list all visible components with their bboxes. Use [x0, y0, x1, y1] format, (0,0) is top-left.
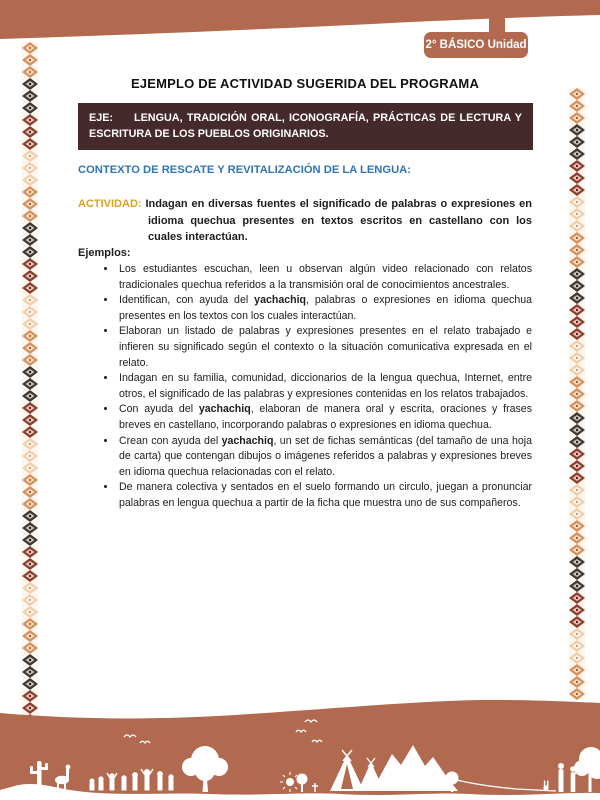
activity-text: Indagan en diversas fuentes el significado de palabras o expresiones en idioma quechua presentes en textos escritos en castellano con los cuales interactúan.	[145, 198, 532, 243]
people-silhouettes	[418, 779, 438, 790]
examples-heading: Ejemplos:	[78, 247, 131, 259]
example-item: • Elaboran un listado de palabras y expresiones presentes en el relato trabajado e infieren su significado según el contexto o la situación comunicativa expresada en el relato.	[117, 324, 532, 371]
example-item: • Los estudiantes escuchan, leen u observan algún video relacionado con relatos tradicionales quechua referidos a la transmisión oral de conocimientos ancestrales.	[117, 262, 532, 293]
page-title: EJEMPLO DE ACTIVIDAD SUGERIDA DEL PROGRAMA	[130, 76, 480, 91]
example-item: • Crean con ayuda del yachachiq, un set de fichas semánticas (del tamaño de una hoja de carta) que contengan dibujos o imágenes referidos a palabras y expresiones breves en idioma quechua relacionadas con el relato.	[117, 434, 532, 481]
left-border-pattern-icon	[22, 42, 38, 725]
example-item: • Identifican, con ayuda del yachachiq, palabras o expresiones en idioma quechua presentes en los textos con los cuales interactúan.	[117, 293, 532, 324]
activity-label: ACTIVIDAD:	[78, 198, 142, 210]
eje-text: LENGUA, TRADICIÓN ORAL, ICONOGRAFÍA, PRÁCTICAS DE LECTURA Y ESCRITURA DE LOS PUEBLOS ORIGINARIOS.	[89, 112, 522, 140]
eje-label: EJE:	[89, 112, 114, 124]
eje-box	[78, 103, 533, 150]
example-item: • De manera colectiva y sentados en el suelo formando un circulo, juegan a pronunciar palabras en lengua quechua a partir de la ficha que muestra uno de sus compañeros.	[117, 480, 532, 511]
context-heading: CONTEXTO DE RESCATE Y REVITALIZACIÓN DE LA LENGUA:	[78, 164, 411, 176]
activity-paragraph	[78, 196, 532, 246]
example-item: • Con ayuda del yachachiq, elaboran de manera oral y escrita, oraciones y frases breves en castellano, incorporando palabras o expresiones en idioma quechua.	[117, 402, 532, 433]
right-border-pattern-icon	[569, 88, 585, 700]
footer-illustration	[0, 700, 600, 800]
example-item: • Indagan en su familia, comunidad, diccionarios de la lengua quechua, Internet, entre otros, el significado de las palabras y expresiones contenidas en los relatos trabajados.	[117, 371, 532, 402]
examples-list	[78, 262, 532, 512]
sun-icon	[280, 772, 300, 792]
unit-badge: 2° BÁSICO Unidad 2	[424, 32, 528, 58]
